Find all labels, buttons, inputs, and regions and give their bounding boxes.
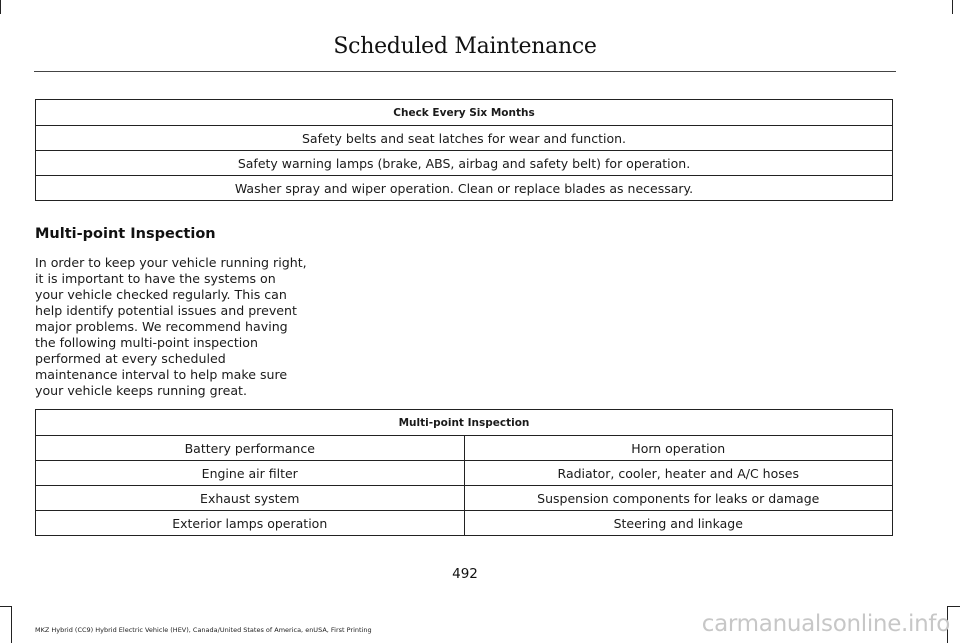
table-cell: Safety warning lamps (brake, ABS, airbag and safety belt) for operation. bbox=[36, 151, 893, 176]
section-paragraph: In order to keep your vehicle running right, it is important to have the systems on your vehicle checked regularly. This can help identify potential issues and prevent major problems. We recommend having the following multi-point inspection performed at every scheduled maintenance interval to help make sure your vehicle keeps running great. bbox=[35, 255, 307, 398]
title-divider bbox=[34, 71, 896, 72]
crop-mark-bottom-left-h bbox=[0, 606, 12, 607]
multi-point-inspection-table bbox=[35, 409, 893, 536]
page-number: 492 bbox=[452, 566, 478, 582]
table-cell: Safety belts and seat latches for wear and function. bbox=[36, 126, 893, 151]
table-cell: Washer spray and wiper operation. Clean or replace blades as necessary. bbox=[36, 176, 893, 201]
table-row bbox=[36, 126, 893, 151]
table-cell: Battery performance bbox=[36, 436, 465, 461]
table-header: Multi-point Inspection bbox=[36, 410, 893, 436]
table-row bbox=[36, 511, 893, 536]
table-cell: Radiator, cooler, heater and A/C hoses bbox=[464, 461, 893, 486]
table-cell: Horn operation bbox=[464, 436, 893, 461]
table-header: Check Every Six Months bbox=[36, 100, 893, 126]
table-row bbox=[36, 176, 893, 201]
table-cell: Engine air filter bbox=[36, 461, 465, 486]
watermark: carmanualsonline.info bbox=[701, 611, 950, 637]
crop-mark-top-left bbox=[0, 0, 1, 14]
crop-mark-top-right bbox=[952, 0, 953, 14]
check-every-six-months-table bbox=[35, 99, 893, 201]
table-cell: Suspension components for leaks or damage bbox=[464, 486, 893, 511]
table-cell: Steering and linkage bbox=[464, 511, 893, 536]
table-row bbox=[36, 436, 893, 461]
footer-text: MKZ Hybrid (CC9) Hybrid Electric Vehicle (HEV), Canada/United States of America, enUSA, First Printing bbox=[35, 626, 372, 634]
table-cell: Exterior lamps operation bbox=[36, 511, 465, 536]
section-heading: Multi-point Inspection bbox=[35, 226, 216, 242]
crop-mark-bottom-left bbox=[11, 607, 12, 643]
table-row bbox=[36, 461, 893, 486]
table-row bbox=[36, 486, 893, 511]
crop-mark-bottom-right-h bbox=[947, 606, 960, 607]
page-title: Scheduled Maintenance bbox=[333, 34, 597, 59]
table-row bbox=[36, 151, 893, 176]
table-cell: Exhaust system bbox=[36, 486, 465, 511]
